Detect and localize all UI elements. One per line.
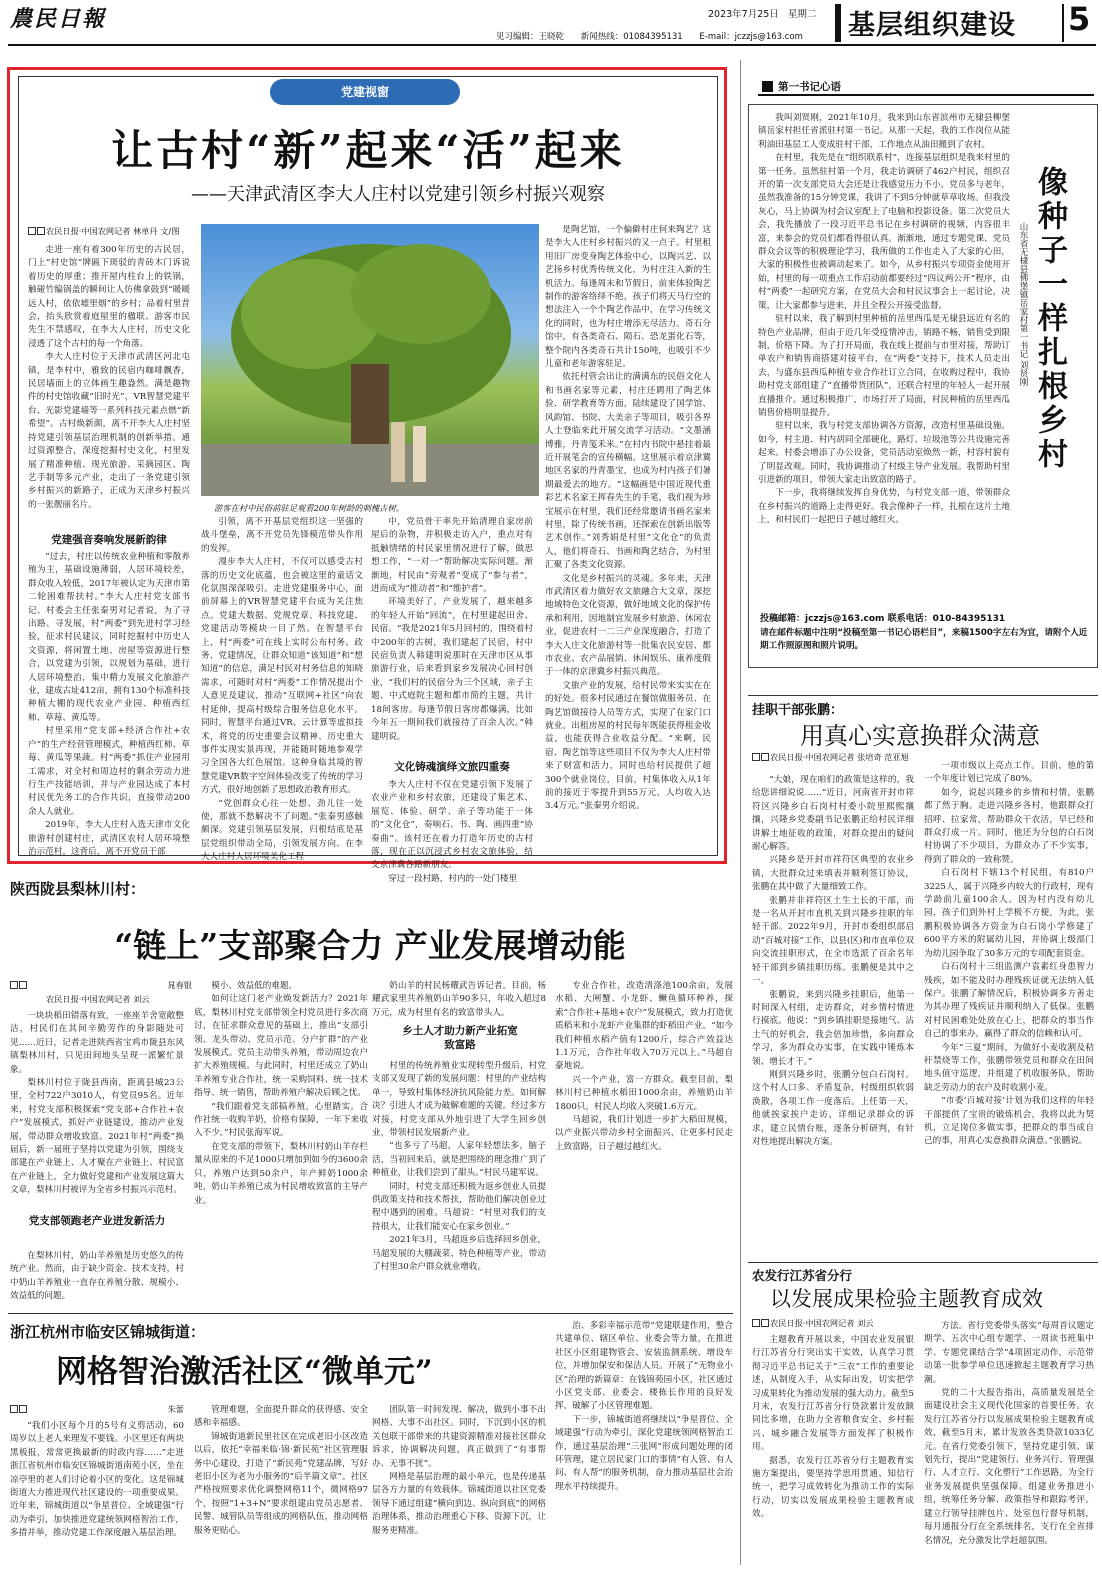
- lead-col-2-text-para: 引领，离不开基层党组织这一坚强的战斗堡垒，离不开党员先锋模范带头作用的发挥。: [201, 517, 363, 554]
- lead-col-1-text-para: 走进一座有着300年历史的古民居，门上“村史馆”牌匾下斑驳的青砖木门诉说着历史的厚重；推开屋内柱台上的铁锅，触碰竹编锅盖的瞬间让人仿佛拿鼓到“暖暖远人村，依依墟里烟”的乡村；品着村里昔会，抬头欣赏着庭屋里的楹联、游客市民先生不禁感叹，在李大人庄村，历史文化浸透了这个古村的每一个角落。: [28, 245, 190, 349]
- section-title: 基层组织建设: [848, 10, 1016, 41]
- story3-col-3: [372, 980, 546, 1016]
- story3-col-2-text-para: 如何让这门老产业焕发新活力？2021年底，梨林川村党支部带领全村党员进行多次商讨，在征求群众意见的基础上，推出“支部引领、龙头带动、党员示范、分户扩群”的产业发展模式。党员主动带头养殖，带动周边农户扩大养殖规模。与此同时，村里还成立了奶山羊养殖专业合作社，统一采购饲料、统一技术指导、统一销售，帮助养殖户解决后顾之忧。: [194, 994, 368, 1099]
- story2-top-rule: [748, 695, 1098, 696]
- lead-col-1b-text-para: 2019年，李大人庄村入选天津市文化旅游村创建村庄，武清区农村人居环境整治示范村。这背后，离不开党员干部: [28, 820, 190, 857]
- story4-byline: 朱蕾: [10, 1404, 184, 1414]
- story4-col-2-text-para: 管理难题，全面提升群众的获得感、安全感和幸福感。: [194, 1405, 368, 1429]
- story4-col-4: [555, 1320, 733, 1565]
- story3-col-1-text-para: 梨林川村位于陇县西南，距离县城23公里，全村722户3010人，有党员95名。近年来，村党支部积极探索“党支部+合作社+农户”发展模式，抓好产业链建设，推动产业发展，带动群众增收致富。2021年村“两委”换届后，新一届班子坚持以党建为引领，围绕支部建在产业链上、人才聚在产业链上、村民富在产业链上，全力做好党建和产业发展这篇大文章，梨林川村被评为全省乡村振兴示范村。: [10, 1078, 184, 1196]
- lead-col-2-text-para: 漫步李大人庄村，不仅可以感受古村落的历史文化底蕴，也会被这里的童话文化氛围深深吸引。走进党建服务中心，面前屏幕上的VR智慧党建平台成为关注焦点。党建大数据、党规党章、科技党建、党建活动等模块一目了然。在智慧平台上，村“两委”可在线上实时公布村务、政务、党建情况，让群众知道“该知道”和“想知道”的信息，满足村民对村务信息的知晓需求，可随时对村“两委”工作情况提出个人意见及建议，推动“互联网+社区”向农村延伸，提高村级综合服务信息化水平。同时，智慧平台通过VR、云计算等虚拟技术，将党的历史重要会议精神、历史重大事件实现实景再现，并能随时随地参观学习全国各大红色展馆。这种身临其境的智慧党建VR数字空间体验改变了传统的学习方式，很好地创新了思想政治教育形式。: [201, 557, 363, 796]
- sidebar-column-title: 第一书记心语: [778, 81, 841, 93]
- lead-photo: [201, 224, 539, 496]
- story2-byline: 农民日报·中国农网记者 张培奇 范亚旭: [752, 752, 909, 763]
- story4-col-2: [194, 1404, 368, 1565]
- story3-col-3b: [372, 1060, 546, 1305]
- story2-col-2-text-para: 一项市级以上亮点工作。目前，他的第一个年度计划已完成了80%。: [924, 761, 1094, 785]
- lead-col-1: [28, 244, 190, 521]
- story5-headline: 以发展成果检验主题教育成效: [770, 1287, 1043, 1311]
- story2-col-1-text-para: 刚到兴隆乡时，张鹏分包白石岗村。这个村人口多、矛盾复杂，村级组织软弱涣散，各项工作一度落后。上任第一天，他就挨家挨户走访，详细记录群众的诉求，建立民情台账，逐条分析研判，有针对性地提出解决方案。: [752, 1069, 914, 1147]
- story3-col-2: [194, 980, 368, 1305]
- lead-col-3: [371, 516, 533, 748]
- sidebar-body-text-para: 在村里，我先是在“组织联系村”，连接基层组织是我来村里的第一任务。虽然驻村第一个月，我走访调研了462户村民，组织召开的第一次支部党员大会还是让我感觉压力不小。党员多与老年，虽然我准备的15分钟党课，我讲了不到5分钟就草草收场。但我没灰心，马上协调为村会议室配上了电脑和投影设备。第二次党员大会，我先播放了一段习近平总书记在乡村调研的视频，内容很丰富，来参会的党员们都看得很认真。渐渐地，通过专题党课、党员群众会议等的积极理论学习，我所做的工作也走入了大家的心田，大家的积极性也被调动起来了。如今，从乡村振兴专项资金使用开始，村里的每一项重点工作启动前都要经过“四议两公开”程序，由村“两委”一起研究方案，在党员大会和村民议事会上一起讨论，决策，让大家都参与进来，并且全程公开接受监督。: [758, 153, 1010, 311]
- story4-col-1-text: “我们小区每个月的5号有义剪活动，60周岁以上老人来理发不要钱。小区里还有两块黑板报，常常更换最新的时政内容……”走进浙江省杭州市临安区锦城街道南苑小区，坐在凉亭里的老人们讨论着小区的变化。这是锦城街道大力推进现代社区建设的一项重要成果。近年来，锦城街道以“争星晋位、全域建强”行动为牵引，加快推进党建统领网格智治工作，多措并举，推动党建工作深度融入基层治理。: [10, 1421, 184, 1539]
- story3-kicker: 陕西陇县梨林川村：: [10, 880, 146, 898]
- story2-col-1-text-para: 兴隆乡是开封市祥符区典型的农业乡镇，大批群众过来填表并顺利签订协议，张鹏在其中做了大量细致工作。: [752, 855, 914, 893]
- story2-col-2-text-para: 如今，说起兴隆乡的乡情和村情，张鹏都了然于胸。走进兴隆乡各村，他跟群众打招呼、拉家常，帮助群众干农活，早已经和群众打成一片。同时，他还为分包的白石岗村协调了不少项目，为群众办了不少实事，得到了群众的一致称赞。: [924, 787, 1094, 865]
- story3-col-2-text-para: 在党支部的带领下，梨林川村奶山羊存栏量从原来的不足1000只增加到如今的3600余只，养殖户达到50余户，年产鲜奶1000余吨，奶山羊养殖已成为村民增收致富的主导产业。: [194, 1141, 368, 1206]
- story3-col-2-text-para: 模小、效益低的难题。: [211, 981, 298, 991]
- masthead-rule: [8, 44, 1096, 46]
- lead-col-3b: [371, 779, 533, 884]
- story5-col-2-text-para: 党的二十大报告指出，高质量发展是全面建设社会主义现代化国家的首要任务。农发行江苏省分行以发展成果检验主题教育成效，截至5月末，累计发放各类贷款1033亿元。在省行党委引领下，坚持党建引领、谋划先行，提出“党建领行、业务兴行、管理强行、人才立行、文化塑行”工作思路，为全行业务发展提供坚强保障。组建业务推进小组，统筹任务分解、政策指导和跟踪考评。建立行领导挂牌包片、处室包行督导机制，每月通报分行在全系统排名，支行在全省排名情况，充分激发比学赶超氛围。: [924, 1388, 1094, 1546]
- story4-col-3-text-para: 团队第一时间发现、解决，做到小事不出网格、大事不出社区。同时，下沉到小区的机关包联干部带来的共建资源精准对接社区群众诉求，协调解决问题，真正做到了“有事帮办、无事不扰”。: [372, 1405, 546, 1469]
- story4-col-4-text-para: 治、多彩幸福示范带”党建联建作用，整合共建单位、辖区单位、业委会等力量，在推进社区小区组建物管会、安装监测系统、增设车位，并增加保安和保洁人员。开展了“无物业小区”治理的新篇章：在钱锦苑园小区，社区通过小区党支部、业委会、楼栋长作用的良好发挥，破解了小区管理难题。: [555, 1321, 733, 1412]
- section-divider-bar: [835, 4, 841, 42]
- story3-col-4-text-para: 马超说，我们计划进一步扩大稻田规模，以产业振兴带动乡村全面振兴，让更多村民走上致富路，日子越过越红火。: [555, 1115, 733, 1152]
- lead-subtitle: ——天津武清区李大人庄村以党建引领乡村振兴观察: [191, 184, 605, 205]
- editor-credit: 见习编辑：王晓乾: [496, 32, 565, 42]
- issue-weekday: 星期二: [787, 9, 817, 20]
- news-hotline: 新闻热线：01084395131: [580, 32, 683, 42]
- issue-date: 2023年7月25日: [708, 9, 779, 20]
- story5-col-1-text-para: 主题教育开展以来，中国农业发展银行江苏省分行突出实干实效，认真学习贯彻习近平总书记关于“三农”工作的重要论述，从制度入手，从实际出发，切实把学习成果转化为推动发展的强大动力。截至5月末，农发行江苏省分行贷款累计发放额同比多增，在助力全省粮食安全、乡村振兴、城乡融合发展等方面发挥了积极作用。: [752, 1335, 914, 1453]
- lead-section-2-title: 文化铸魂演绎文旅四重奏: [394, 761, 510, 773]
- sidebar-header: [758, 78, 1094, 96]
- sidebar-vertical-title: 像种子一样扎根乡村: [1032, 166, 1067, 472]
- story3-col-1b-text: 在梨林川村，奶山羊养殖是历史悠久的传统产业。然而，由于缺少资金、技术支持，村中奶山羊养殖业一直存在养殖分散、规模小、效益低的问题。: [10, 1251, 184, 1302]
- story3-col-3b-text-para: 村里的传统养殖业实现转型升级后，村党支部又发现了新的发展问题：村里的产业结构单一，导致村集体经济抗风险能力差。如何解决？引进人才成为破解难题的关键。经过多方对接，村党支部从外地引进了大学生回乡创业，带领村民发展新产业。: [372, 1061, 546, 1139]
- story4-col-2-text-para: 锦城街道新民里社区在完成老旧小区改造以后，依托“幸福来临·锦·新民苑”社区管理服务中心建设，打造了“新民苑”党建品牌，写好老旧小区为老为小服务的“后半篇文章”。社区严格按照要求优化调整网格11个，微网格97个，按照“1+3+N”要求组建由党员志愿者、民警、城管队员等组成的网格队伍，推动网格服务更贴心。: [194, 1431, 368, 1536]
- story5-kicker: 农发行江苏省分行: [752, 1268, 853, 1283]
- lead-col-1-text-para: 李大人庄村位于天津市武清区河北屯镇，是李村中，雅致的民宿内咖啡飘香，民居墙面上的立体画生趣盎然。满是趣物件的村史馆收藏“旧时光”，VR智慧党建平台、光影党建墙等一系列科技元素点燃“新希望”。古村焕新颜，离不开李大人庄村坚持党建引领基层治理机制的创新举措。通过资源整合，深度挖掘村史文化，村里发展了精准种植、现光旅游、采摘园区、陶艺手制等多元产业，走出了一条党建引领乡村振兴的新路子，正成为天津乡村振兴的一张靓丽名片。: [28, 352, 190, 510]
- lead-col-1b-text-para: 村里采用“党支部+经济合作社+农户”的生产经营管理模式，种植西红柿、草莓、黄瓜等果蔬。村“两委”抓住产业园用工需求，对全村和周边村的剩余劳动力进行生产技能培训，并与产业园达成了本村村民优先务工的合作共识，直接带动200余人人就业。: [28, 726, 190, 817]
- story2-col-1-text-para: “大娘，现在咱们的政策是这样的，我给您讲细说说……”近日，河南省开封市祥符区兴隆乡白石岗村村委小院里熙熙攘攘，兴隆乡党委副书记张鹏正给村民详细讲解土地征收的政策，对群众提出的疑问耐心解答。: [752, 775, 914, 853]
- story3-col-1b: [10, 1250, 184, 1306]
- lead-col-3b-text-para: 李大人庄村不仅在党建引领下发展了农业产业和乡村农旅，还建设了集艺术、展览、体验、研学、亲子等功能于一体的“文化仓”，奏响石、书、陶、画四重“协奏曲”。该村还在着力打造年历史的古村落，现在正以沉浸式乡村农文旅体验，结交京津冀各路新朋友。: [371, 780, 533, 871]
- lead-col-1b-text-para: “过去，村庄以传统农业种植和零散养殖为主，基础设施薄弱，人居环境较差，群众收入较低，2017年被认定为天津市第二轮困难帮扶村。”李大人庄村党支部书记、村委会主任张秦男对记者说，为了寻出路、寻发展，村“两委”到先进村学习经验，征求村民建议，同时挖掘村中历史人文资源，将闲置土地、房屋等资源进行整合，以党建为引领，以规划为基础，进行人居环境整治，集中精力发展文化旅游产业，建成古址412亩，拥有130个标准科技种植大棚的现代农业产业园、种植西红柿、草莓、黄瓜等。: [28, 552, 190, 723]
- sidebar-body-text-para: 我叫刘贤刚，2021年10月，我来到山东省滨州市无棣县柳堡镇岳家村担任省派驻村第一书记。从那一天起，我的工作岗位从能利油田基层工人变成驻村干部，工作地点从油田搬到了农村。: [758, 113, 1010, 150]
- tree-illustration: [201, 224, 539, 496]
- story4-headline: 网格智治激活社区“微单元”: [56, 1354, 433, 1390]
- story3-byline: 农民日报·中国农网记者 刘云: [46, 994, 150, 1004]
- story3-col-2-text-para: “我们跟着党支部搞养殖，心里踏实。合作社统一收购羊奶，价格有保障，一年下来收入不少。”村民张海军说。: [194, 1101, 368, 1139]
- lead-kicker-badge: 党建视窗: [270, 79, 460, 105]
- story2-kicker: 挂职干部张鹏：: [752, 703, 844, 718]
- story2-col-2-text-para: “市委‘百城对接’计划为我们这样的年轻干部提供了宝贵的锻炼机会，我将以此为契机，立足岗位多做实事，把群众的事当成自己的事，用真心实意换群众满意。”张鹏说。: [924, 1096, 1094, 1147]
- lead-photo-caption: 游客在村中民俗前驻足观看200年树龄的刺槐古树。: [214, 503, 405, 513]
- lead-section-1-title: 党建强音奏响发展新韵律: [51, 534, 167, 546]
- lead-col-3-text-para: 中，党员骨干率先开始清理自家房前屋后的杂物，并积极走访入户，重点对有抵触情绪的村民家里情况进行了解，做思想工作，“一对一”帮助解决实际问题。渐渐地，村民由“旁观者”变成了“参与者”，进而成为“推动者”和“维护者”。: [371, 517, 533, 595]
- story3-headline: “链上”支部聚合力 产业发展增动能: [114, 926, 626, 965]
- sidebar-body-text-para: 驻村以来，我了解到村里种植的岳里西瓜是无棣县远近有名的特色产业品牌，但由于近几年受疫情冲击，销路不畅，销售受到限制，价格下降。为了打开局面，我在线上提前与市里对接，帮助订单农户和销售商搭建对接平台，在“两委”支持下，技术人员走出去，与盛东县西瓜种植专业合作社订立合同，在收购过程中，我协助村党支部组建了“直播带货团队”，还联合村里的年轻人一起开展直播推介。通过积极推广，市场打开了局面，村民种植的岳里西瓜销售价格明显提升。: [758, 314, 1010, 418]
- sidebar-body-text-para: 下一步，我将继续发挥自身优势，与村党支部一道，带领群众在乡村振兴的道路上走得更好。我会像种子一样，扎根在这片土地上，和村民们一起把日子越过越红火。: [758, 488, 1010, 526]
- story3-section-1-title: 党支部领跑老产业迸发新活力: [28, 1215, 166, 1227]
- story3-col-3b-text-para: 2021年3月，马超返乡后选择回乡创业，马超发展的大棚蔬菜、特色种植等产业，带动了村里30余户群众就业增收。: [372, 1235, 546, 1273]
- story2-col-1-text-para: 张鹏说，来到兴隆乡挂职后，他第一时间深入村组，走访群众，对乡情村情进行摸底。他说：“到乡镇挂职是接地气、沾土气的好机会，我会倍加珍惜，多向群众学习，多为群众办实事，在实践中锤炼本领、增长才干。”: [752, 989, 914, 1067]
- page-number: 5: [1068, 0, 1091, 38]
- story2-col-2-text-para: 白石岗村下辖13个村民组，有810户3225人，属于兴隆乡内较大的行政村，现有学龄前儿童100余人。因为村内没有幼儿园，孩子们到外村上学极不方便，为此，张鹏积极协调各方资金为白石岗小学修建了600平方米的附属幼儿园，并协调上级部门为幼儿园争取了30多万元的专项配套资金。: [924, 868, 1094, 959]
- sidebar-body: [758, 112, 1010, 588]
- story5-col-2: [924, 1320, 1094, 1564]
- story5-col-2-text-para: 方法。省行党委带头落实“每周首议题定期学、五次中心组专题学、一周读书班集中学、专题党课结合学”4项固定动作，示范带动第一批参学单位迅速掀起主题教育学习热潮。: [924, 1321, 1094, 1385]
- story4-col-4-text-para: 下一步，锦城街道将继续以“争星晋位、全域建强”行动为牵引，深化党建统领网格智治工作，通过基层治理“三张网”形成问题处理的闭环管理，建立居民家门口的事情“有人管、有人问、有人帮”的服务机制，奋力推动基层社会治理水平持续提升。: [555, 1414, 733, 1492]
- story5-col-1-text-para: 据悉，农发行江苏省分行主题教育实施方案提出，要坚持学思用贯通、知信行统一，把学习成效转化为推动工作的实际行动，切实以发展成果检验主题教育成效。: [752, 1455, 914, 1520]
- lead-col-4-text-para: 是陶艺馆，一个偏僻村庄何来陶艺？这是李大人庄村乡村振兴的又一点子。村里租用旧厂房变身陶艺体验中心，以陶兴艺、以艺扬乡村优秀传统文化，为村庄注入新的生机活力。每逢周末和节假日，前来体验陶艺制作的游客络绎不绝，孩子们将天马行空的想法注入一个个陶艺作品中，在学习传统文化的同时，也为村庄增添无尽活力。奇石分馆中，有各类奇石、陨石、恐龙蛋化石等，整个院内各类奇石共计150吨，也吸引不少儿童和老年游客驻足。: [545, 225, 711, 370]
- lead-col-4-text-para: 文旅产业的发展，给村民带来实实在在的好处。很多村民通过在餐馆做服务员、在陶艺馆做接待人员等方式，实现了在家门口就业。出租房屋的村民每年既能获得租金收益，也能获得合业收益分配。“来啊，民宿、陶艺馆等这些项目不仅为李大人庄村带来了财富和活力，同时也给村民提供了超300个就业岗位，目前，村集体收入从1年前的接近于零提升到55万元，人均收入达3.4万元。”张秦男介绍说。: [545, 680, 711, 812]
- story3-col-4-text-para: 兴一个产业，富一方群众。截至目前，梨林川村已种植水稻田1000余亩，养殖奶山羊1800只，村民人均收入突破1.6万元。: [555, 1074, 733, 1112]
- story2-col-1: [752, 774, 914, 1254]
- story3-col-3b-text-para: 同时，村党支部还积极为返乡创业人员提供政策支持和技术帮扶，帮助他们解决创业过程中遇到的困难。马超说：“村里对我们的支持很大，让我们能安心在家乡创业。”: [372, 1181, 546, 1232]
- story3-col-3b-text-para: “也多亏了马超，人家年轻想法多，脑子活，当初回来后，就是把围绕的理念推广到了种植业，让我们尝到了甜头。”村民马建军说。: [372, 1141, 546, 1179]
- lead-col-3b-text-para: 穿过一段村路，村内的一处门楼里: [388, 873, 518, 884]
- lead-byline: 农民日报·中国农网记者 林单丹 文/图: [28, 226, 179, 237]
- story3-section-2-title: 乡土人才助力新产业拓宽致富路: [402, 1025, 518, 1051]
- story3-col-4: [555, 980, 733, 1305]
- story3-col-4-text-para: 专业合作社，改造清涤池100余亩，发展水稻、大闸蟹、小龙虾、鳜鱼循环种养，探索“合作社+基地+农户”发展模式，致力打造优质稻米和小龙虾产业集群的虾稻田产业。“如今我们种植水稻产值有1200斤，综合产效益达1.1万元，合作社年收入70万元以上。”马超自豪地说。: [555, 981, 733, 1072]
- page-number-divider: [1062, 4, 1064, 42]
- story5-col-1: [752, 1334, 914, 1564]
- story4-col-1: [10, 1420, 184, 1565]
- sidebar-contact-note: 请在邮件标题中注明“投稿至第一书记心语栏目”，来稿1500字左右为宜，请附个人近期工作照原图和照片说明。: [760, 628, 1088, 651]
- lead-col-2-text-para: “党创群众心往一处想、劲儿往一处使，那就不愁解决不了问题。”张秦男感触颇深。党建引领基层发展，归根结底是基层党组织带动全局，引领发展方向。在李大人庄村人居环境美化工程: [201, 798, 363, 863]
- story3-col-1-text-para: 一块块稻田错落有致，一座座羊舍宽敞整洁，村民们在其间辛勤劳作的身影随处可见……近日，记者走进陕西省宝鸡市陇县东风镇梨林川村，只见田间地头呈现一派繁忙景象。: [10, 1011, 184, 1075]
- contact-email[interactable]: E-mail：jczzjs@163.com: [699, 32, 803, 42]
- story4-col-3-text-para: 网格是基层治理的最小单元，也是传递基层各方力量的有效载体。锦城街道以社区党委领导下通过组建“横向到边、纵向到底”的网格治理体系，推动治理重心下移、资源下沉，让服务更精准。: [372, 1472, 546, 1536]
- lead-col-4-text-para: 依托村管会出让的满满东的民俗文化人和书画名家等元素，村庄还聘用了陶艺体验、研学教育等方面，陆续建设了国学馆、风韵馆、书院、大美亲子等项目，吸引各界人士登临来此开展交流学习活动。“文墨涵博雅，丹青笺禾米。”在村内书院中悬挂着最近开展笔会的宣传横幅。这里展示着京津冀地区名家的丹青墨宝，也成为村内孩子们暑期最爱去的地方。“这幅画是中国近现代重彩艺术名家王挥春先生的手笔，我们视为珍宝展示在村里，我们还经常邀请书画名家来村里，除了传统书画，还探索在创新出版等艺术创作。”刘秀娟是村里“文化仓”的负责人，他们将奇石、书画和陶艺结合，为村里汇聚了各类文化资源。: [545, 372, 711, 571]
- right-column-divider: [740, 60, 741, 1565]
- lead-headline: 让古村“新”起来“活”起来: [111, 126, 625, 175]
- sidebar-header-mark: [762, 81, 773, 92]
- lead-col-3-text-para: 环境美好了，产业发展了，越来越多的年轻人开始“回流”，在村里建起田舍、民宿。“我是2021年5月回村的，围绕着村中200年的古树，我们建起了民宿，村中民宿负责人韩建明说那时在天津市区从事旅游行业，后来看到家乡发展决心回村创业，“我们村的民宿分为三个区域，亲子主题、中式庭院主题和都市简约主题，共计18间客房。每逢节假日客房都爆满，比如今年五一期间我们就接待了百余人次。”韩建明说。: [371, 597, 533, 742]
- story4-top-rule: [8, 1313, 733, 1314]
- lead-col-2: [201, 516, 363, 863]
- story2-headline: 用真心实意换群众满意: [800, 722, 1040, 750]
- story3-col-1: [10, 1010, 184, 1202]
- sidebar-author-line: 山东省无棣县佛堡镇岳家村第一书记 刘贤刚: [1018, 222, 1028, 387]
- story2-col-1-text-para: 张鹏并非祥符区土生土长的干部，而是一名从开封市直机关到兴隆乡挂职的年轻干部。2022年9月，开封市委组织部启动“百城对接”工作，以县(区)和市直单位双向交流挂职形式，在全市选派了百余名年轻干部到乡镇挂职历练。张鹏便是其中之一。: [752, 895, 914, 987]
- story2-col-2: [924, 760, 1094, 1254]
- lead-col-4: [545, 224, 711, 854]
- story5-byline: 农民日报·中国农网记者 刘云: [752, 1318, 873, 1329]
- story3-col-3-text: 奶山羊的村民杨耀武告诉记者。目前，杨耀武家里共养殖奶山羊90多只，年收入超过8万元，成为村里有名的致富带头人。: [372, 981, 546, 1018]
- story4-kicker: 浙江杭州市临安区锦城街道：: [10, 1323, 206, 1341]
- story2-col-2-text-para: 今年“三夏”期间，为做好小麦收割及秸秆禁烧等工作，张鹏带领党员和群众在田间地头值守巡逻，并组建了机收服务队，帮助缺乏劳动力的农户及时收割小麦。: [924, 1042, 1094, 1093]
- sidebar-contact: 投稿邮箱：jczzjs@163.com 联系电话：010-84395131: [760, 614, 1006, 624]
- sidebar-body-text-para: 驻村以来，我与村党支部协调各方资源，改造村里基础设施。如今，村主道、村内胡同全部硬化，路灯、垃圾池等公共设施完善起来。村委会增添了办公设备，党员活动室焕然一新，村容村貌有了明显改观。同时，我协调推动了村级主导产业发展。我帮助村里引进新的项目，带领大家走出致富的路子。: [758, 421, 1010, 485]
- lead-col-4-text-para: 文化是乡村振兴的灵魂。多年来，天津市武清区着力做好农文旅融合大文章，深挖地域特色文化资源，做好地域文化的保护传承和利用，因地制宜发展乡村旅游、休闲农业，促进农村一二三产业深度融合，打造了李大人庄文化旅游村等一批集农民安居、都市农业、农产品展销、休闲娱乐、康养度假于一体的京津冀乡村振兴典范。: [545, 573, 711, 678]
- story2-col-2-text-para: 白石岗村十三组监测户袁素红身患智力残疾，如不能及时办理残疾证就无法纳入低保户。张鹏了解情况后，积极协调多方善走为其办理了残疾证并顺利纳入了低保。张鹏对村民困难处处放在心上，把群众的事当作自己的事来办，赢得了群众的信赖和认可。: [924, 962, 1094, 1040]
- masthead: [0, 0, 1102, 46]
- story5-top-rule: [748, 1262, 1098, 1263]
- lead-col-1b: [28, 551, 190, 857]
- paper-name: 農民日報: [10, 6, 107, 32]
- story4-col-3: [372, 1404, 546, 1565]
- story3-photo-credit: 晁春银: [10, 980, 192, 990]
